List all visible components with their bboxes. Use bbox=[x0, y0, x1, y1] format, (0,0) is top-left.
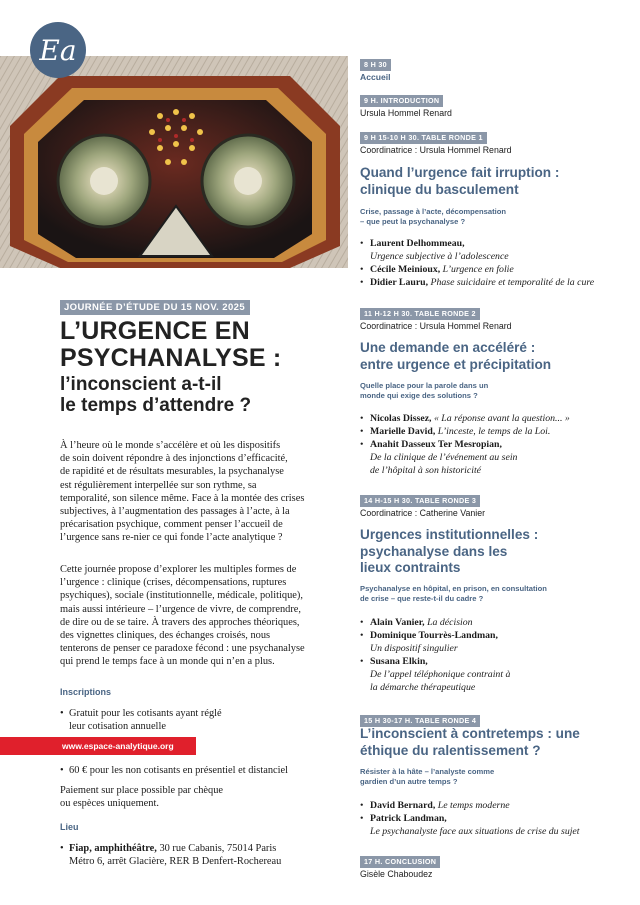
title-line: Une demande en accéléré : bbox=[360, 340, 536, 355]
event-date-tag: JOURNÉE D’ÉTUDE DU 15 NOV. 2025 bbox=[60, 300, 250, 315]
inscription-item-paid bbox=[60, 764, 288, 777]
time-tag: 15 H 30-17 H. TABLE RONDE 4 bbox=[360, 715, 480, 727]
venue-transport: Métro 6, arrêt Glacière, RER B Denfert-Rochereau bbox=[69, 856, 282, 868]
talk-title: Le temps moderne bbox=[437, 800, 510, 811]
title-line: PSYCHANALYSE : bbox=[60, 344, 282, 372]
title-line: lieux contraints bbox=[360, 560, 461, 576]
title-line: L’inconscient à contretemps : une bbox=[360, 726, 580, 741]
page-title bbox=[60, 318, 350, 372]
text-line: Psychanalyse en hôpital, en prison, en consultation bbox=[360, 584, 547, 593]
talk-title: de l’hôpital à son historicité bbox=[370, 465, 482, 476]
text-line: À l’heure où le monde s’accélère et où les dispositifs bbox=[60, 440, 281, 451]
list-item bbox=[360, 799, 635, 812]
talk-title: L’urgence en folie bbox=[442, 264, 514, 275]
text-line: l’urgence : clinique (crises, décompensations, ruptures bbox=[60, 577, 287, 589]
text-line: est régulièrement interpellée sur son rythme, sa bbox=[60, 479, 257, 491]
text-line: gardien d’un autre temps ? bbox=[360, 777, 458, 786]
text-line: Paiement sur place possible par chèque bbox=[60, 785, 224, 796]
speaker-name: Alain Vanier, bbox=[370, 617, 425, 628]
talk-title: Un dispositif singulier bbox=[370, 643, 458, 654]
description-paragraph bbox=[60, 563, 332, 669]
text-line: mais aussi intérieure – l’urgence de vivre, de comprendre, bbox=[60, 603, 302, 615]
session-title bbox=[360, 340, 630, 373]
speaker-name: Nicolas Dissez, bbox=[370, 413, 432, 424]
list-item bbox=[360, 812, 635, 838]
speaker-list bbox=[360, 616, 635, 694]
talk-title: De l’appel téléphonique contraint à bbox=[370, 669, 511, 680]
talk-title: De la clinique de l’événement au sein bbox=[370, 452, 518, 463]
title-line: entre urgence et précipitation bbox=[360, 356, 552, 372]
list-item bbox=[360, 412, 635, 425]
session-question bbox=[360, 584, 610, 604]
session-title bbox=[360, 527, 630, 577]
text-line: temporalité, son silence même. Face à la montée des crises bbox=[60, 492, 305, 504]
text-line: précarisation psychique, comment penser l’accueil de bbox=[60, 519, 283, 531]
intro-paragraph bbox=[60, 439, 332, 545]
title-line: éthique du ralentissement ? bbox=[360, 742, 541, 758]
session-coordinator: Coordinatrice : Catherine Vanier bbox=[360, 508, 486, 518]
time-tag: 9 H 15-10 H 30. TABLE RONDE 1 bbox=[360, 132, 487, 144]
text-line: Crise, passage à l’acte, décompensation bbox=[360, 207, 507, 216]
time-tag: 11 H-12 H 30. TABLE RONDE 2 bbox=[360, 308, 480, 320]
list-item bbox=[360, 263, 635, 276]
talk-title: Urgence subjective à l’adolescence bbox=[370, 251, 509, 262]
cover-artwork bbox=[0, 56, 348, 268]
time-tag: 9 H. INTRODUCTION bbox=[360, 95, 443, 107]
talk-title: « La réponse avant la question... » bbox=[433, 413, 570, 424]
text-line: subjectives, à l’augmentation des passages à l’acte, à la bbox=[60, 506, 290, 518]
talk-title: La décision bbox=[427, 617, 473, 628]
speaker-name: Patrick Landman, bbox=[370, 813, 447, 824]
payment-info bbox=[60, 784, 223, 810]
venue-info bbox=[60, 842, 281, 868]
text-line: leur cotisation annuelle bbox=[69, 721, 166, 733]
talk-title: Phase suicidaire et temporalité de la cure bbox=[430, 277, 595, 288]
text-line: de crise – que reste-t-il du cadre ? bbox=[360, 594, 484, 603]
lieu-label: Lieu bbox=[60, 822, 79, 832]
list-item bbox=[360, 276, 635, 289]
session-person: Gisèle Chaboudez bbox=[360, 869, 433, 879]
text-line: ou espèces uniquement. bbox=[60, 798, 159, 810]
title-line: L’URGENCE EN bbox=[60, 317, 250, 345]
list-item bbox=[360, 425, 635, 438]
speaker-name: Cécile Meinioux, bbox=[370, 264, 441, 275]
inscription-item-free bbox=[60, 707, 222, 733]
title-line: clinique du basculement bbox=[360, 181, 519, 197]
time-tag: 8 H 30 bbox=[360, 59, 391, 71]
talk-title: la démarche thérapeutique bbox=[370, 682, 476, 693]
speaker-name: Dominique Tourrès-Landman, bbox=[370, 630, 498, 641]
page-subtitle bbox=[60, 374, 330, 416]
speaker-name: Susana Elkin, bbox=[370, 656, 428, 667]
text-line: Résister à la hâte – l’analyste comme bbox=[360, 767, 495, 776]
text-line: – que peut la psychanalyse ? bbox=[360, 217, 466, 226]
session-title bbox=[360, 726, 630, 759]
logo-text: Ea bbox=[39, 33, 77, 67]
list-item bbox=[360, 655, 635, 694]
session-title bbox=[360, 165, 630, 198]
text-line: 60 € pour les non cotisants en présentiel et distanciel bbox=[69, 765, 289, 776]
text-line: l’urgence sans re-nier ce qui fonde l’acte analytique ? bbox=[60, 532, 283, 544]
text-line: de soin doivent répondre à des injonctions d’efficacité, bbox=[60, 453, 288, 465]
session-label: Accueil bbox=[360, 72, 391, 82]
text-line: des vignettes cliniques, des échanges croisés, nous bbox=[60, 630, 271, 642]
title-line: Urgences institutionnelles : bbox=[360, 527, 539, 542]
subtitle-line: le temps d’attendre ? bbox=[60, 395, 252, 416]
text-line: Gratuit pour les cotisants ayant réglé bbox=[69, 708, 222, 719]
session-coordinator: Coordinatrice : Ursula Hommel Renard bbox=[360, 145, 512, 155]
list-item bbox=[360, 616, 635, 629]
talk-title: L’inceste, le temps de la Loi. bbox=[437, 426, 551, 437]
text-line: Quelle place pour la parole dans un bbox=[360, 381, 489, 390]
venue-address: 30 rue Cabanis, 75014 Paris bbox=[156, 843, 277, 854]
list-item bbox=[360, 237, 635, 263]
speaker-list bbox=[360, 237, 635, 289]
text-line: de dire ou de se taire. À travers des approches théoriques, bbox=[60, 616, 300, 628]
session-coordinator: Coordinatrice : Ursula Hommel Renard bbox=[360, 321, 512, 331]
speaker-list bbox=[360, 412, 635, 477]
title-line: Quand l’urgence fait irruption : bbox=[360, 165, 560, 180]
text-line: qui prend le temps face à un monde qui n’en a plus. bbox=[60, 656, 275, 668]
text-line: psychiques), sociale (institutionnelle, médicale, politique), bbox=[60, 590, 303, 602]
text-line: Cette journée propose d’explorer les multiples formes de bbox=[60, 564, 297, 575]
talk-title: Le psychanalyste face aux situations de crise du sujet bbox=[370, 826, 580, 837]
time-tag: 17 H. CONCLUSION bbox=[360, 856, 440, 868]
speaker-name: David Bernard, bbox=[370, 800, 436, 811]
subtitle-line: l’inconscient a-t-il bbox=[60, 374, 222, 395]
speaker-name: Didier Lauru, bbox=[370, 277, 429, 288]
venue-name: Fiap, amphithéâtre, bbox=[69, 843, 157, 854]
speaker-name: Anahit Dasseux Ter Mesropian, bbox=[370, 439, 502, 450]
text-line: de rapidité et de résultats mesurables, la psychanalyse bbox=[60, 466, 284, 478]
list-item bbox=[360, 629, 635, 655]
inscriptions-label: Inscriptions bbox=[60, 687, 112, 697]
list-item bbox=[360, 438, 635, 477]
session-question bbox=[360, 207, 610, 227]
speaker-name: Marielle David, bbox=[370, 426, 436, 437]
text-line: tenterons de penser ce paradoxe fécond : une psychanalyse bbox=[60, 643, 305, 655]
text-line: monde qui exige des solutions ? bbox=[360, 391, 478, 400]
session-question bbox=[360, 767, 610, 787]
session-question bbox=[360, 381, 610, 401]
title-line: psychanalyse dans les bbox=[360, 543, 508, 559]
logo bbox=[30, 22, 86, 78]
time-tag: 14 H-15 H 30. TABLE RONDE 3 bbox=[360, 495, 480, 507]
artwork-illustration bbox=[0, 56, 348, 268]
website-link[interactable]: www.espace-analytique.org bbox=[0, 737, 196, 755]
session-person: Ursula Hommel Renard bbox=[360, 108, 452, 118]
speaker-list bbox=[360, 799, 635, 838]
speaker-name: Laurent Delhommeau, bbox=[370, 238, 465, 249]
